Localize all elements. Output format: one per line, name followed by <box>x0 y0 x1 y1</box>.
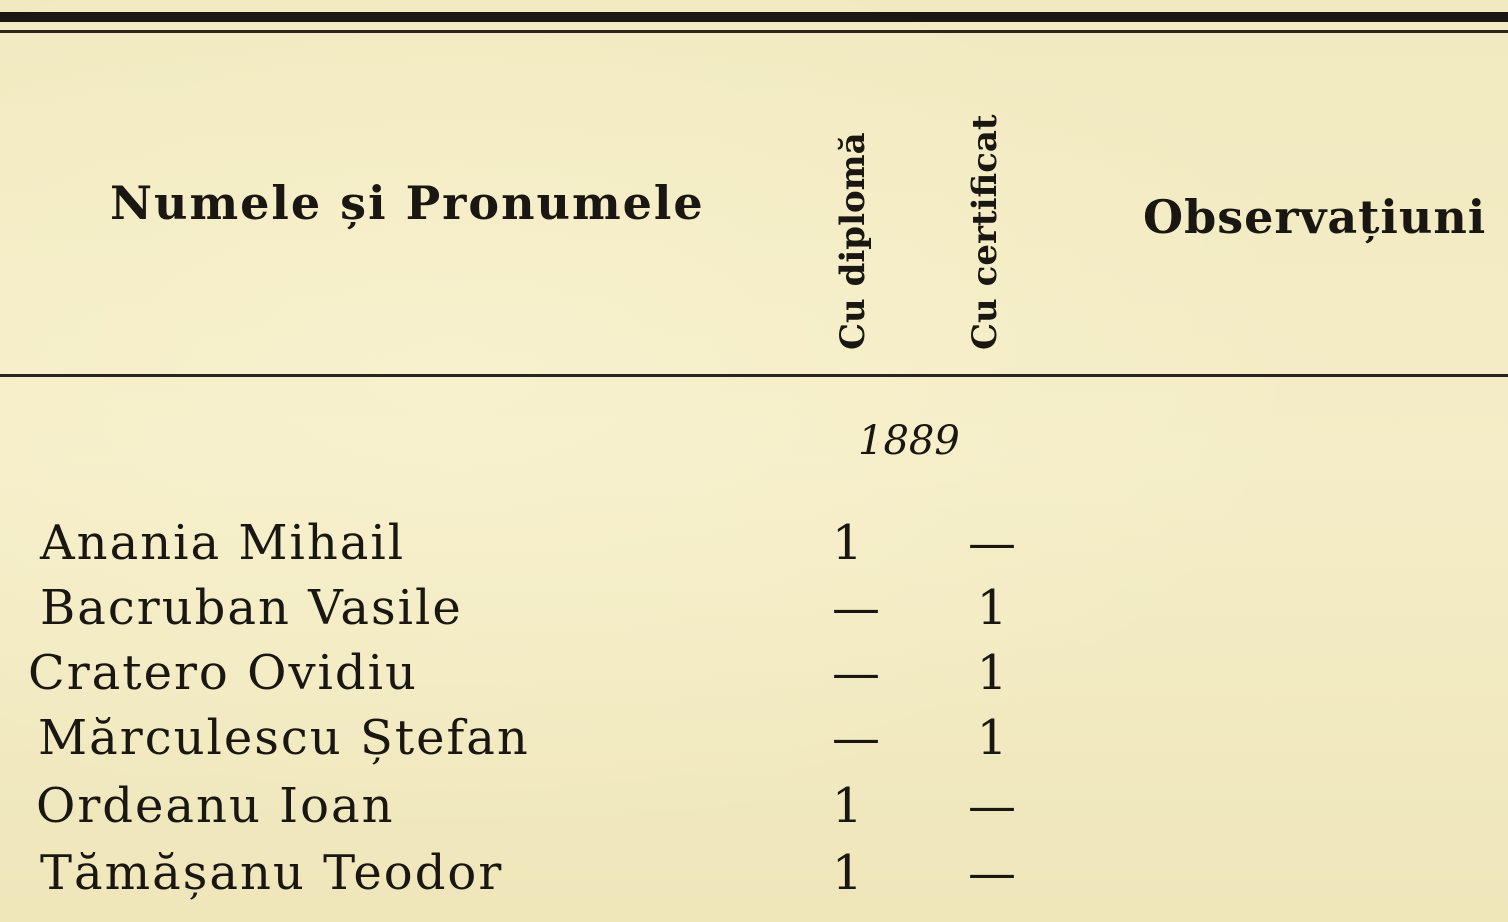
row-certificate: — <box>968 515 1016 571</box>
row-diploma: — <box>832 580 880 636</box>
header-rule <box>0 374 1508 377</box>
row-name: Bacruban Vasile <box>40 580 463 636</box>
row-diploma: — <box>832 710 880 766</box>
table-row <box>0 645 1508 709</box>
header-certificate-column: Cu certificat <box>965 114 1005 350</box>
header-observations-column: Observațiuni <box>1143 190 1487 244</box>
row-diploma: — <box>832 645 880 701</box>
table-row <box>0 778 1508 842</box>
table-row <box>0 845 1508 909</box>
row-name: Ordeanu Ioan <box>36 778 395 834</box>
header-diploma-column: Cu diplomă <box>833 132 873 350</box>
row-certificate: — <box>968 778 1016 834</box>
row-diploma: 1 <box>832 515 863 571</box>
row-certificate: 1 <box>976 580 1008 636</box>
top-thick-rule <box>0 12 1508 22</box>
table-row <box>0 580 1508 644</box>
top-thin-rule <box>0 30 1508 33</box>
row-certificate: 1 <box>976 645 1008 701</box>
row-name: Anania Mihail <box>40 515 406 571</box>
row-name: Cratero Ovidiu <box>28 645 418 701</box>
row-diploma: 1 <box>832 845 863 901</box>
table-row <box>0 515 1508 579</box>
row-diploma: 1 <box>832 778 863 834</box>
section-year: 1889 <box>858 418 960 464</box>
table-row <box>0 710 1508 774</box>
row-certificate: — <box>968 845 1016 901</box>
row-certificate: 1 <box>976 710 1008 766</box>
row-name: Mărculescu Ștefan <box>38 710 530 766</box>
header-name-column: Numele și Pronumele <box>110 176 705 230</box>
row-name: Tămășanu Teodor <box>40 845 504 901</box>
